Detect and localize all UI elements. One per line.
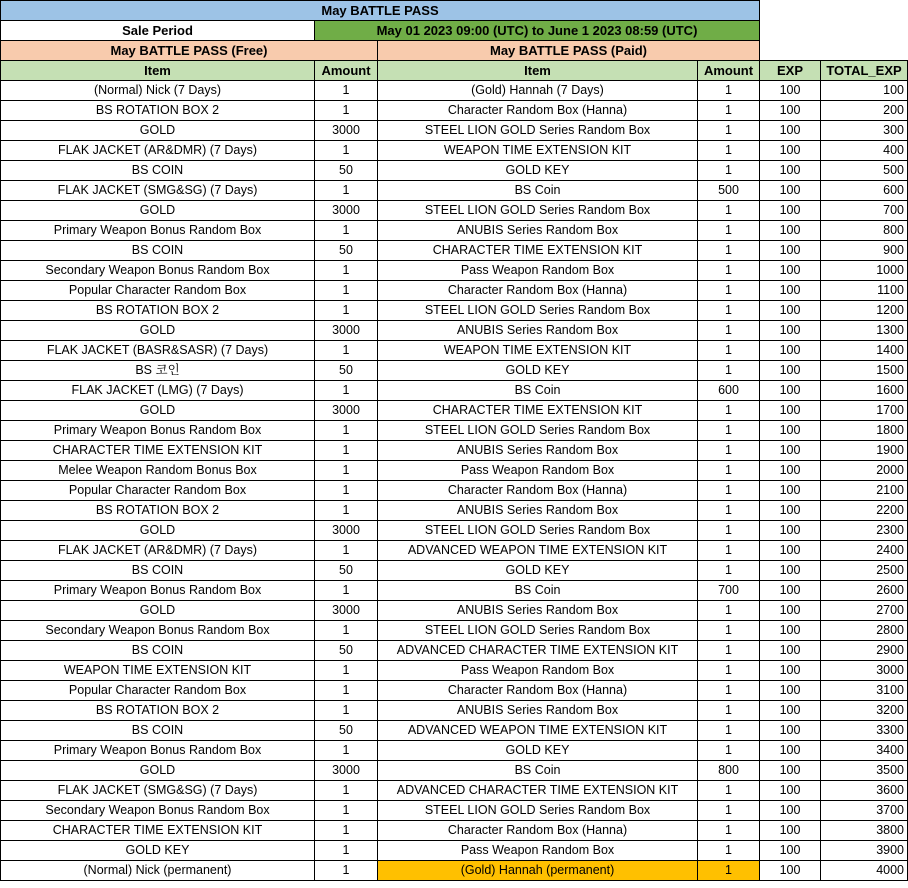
free-item-cell: (Normal) Nick (7 Days) (1, 81, 315, 101)
paid-item-cell: Character Random Box (Hanna) (378, 101, 698, 121)
exp-cell: 100 (760, 621, 821, 641)
free-item-cell: GOLD (1, 321, 315, 341)
exp-cell: 100 (760, 441, 821, 461)
free-item-cell: GOLD (1, 121, 315, 141)
paid-item-cell: ANUBIS Series Random Box (378, 501, 698, 521)
paid-amount-cell: 700 (698, 581, 760, 601)
exp-cell: 100 (760, 561, 821, 581)
table-row (1, 541, 908, 561)
total-exp-cell: 400 (821, 141, 908, 161)
total-exp-cell: 900 (821, 241, 908, 261)
paid-amount-cell: 1 (698, 741, 760, 761)
total-exp-cell: 1400 (821, 341, 908, 361)
paid-amount-cell: 1 (698, 821, 760, 841)
free-item-cell: Popular Character Random Box (1, 481, 315, 501)
paid-item-cell: GOLD KEY (378, 361, 698, 381)
exp-cell: 100 (760, 601, 821, 621)
total-exp-cell: 2100 (821, 481, 908, 501)
exp-cell: 100 (760, 401, 821, 421)
table-row (1, 121, 908, 141)
free-amount-cell: 1 (315, 701, 378, 721)
paid-item-cell: STEEL LION GOLD Series Random Box (378, 201, 698, 221)
total-exp-cell: 3200 (821, 701, 908, 721)
col-header-exp: EXP (760, 61, 821, 81)
paid-amount-cell: 1 (698, 101, 760, 121)
paid-amount-cell: 1 (698, 241, 760, 261)
total-exp-cell: 500 (821, 161, 908, 181)
paid-amount-cell: 1 (698, 201, 760, 221)
table-row (1, 521, 908, 541)
paid-item-cell: STEEL LION GOLD Series Random Box (378, 421, 698, 441)
total-exp-cell: 3900 (821, 841, 908, 861)
total-exp-cell: 1500 (821, 361, 908, 381)
free-item-cell: GOLD (1, 601, 315, 621)
free-item-cell: FLAK JACKET (AR&DMR) (7 Days) (1, 541, 315, 561)
exp-cell: 100 (760, 241, 821, 261)
free-item-cell: GOLD KEY (1, 841, 315, 861)
paid-amount-cell: 1 (698, 161, 760, 181)
paid-item-cell: STEEL LION GOLD Series Random Box (378, 801, 698, 821)
free-item-cell: FLAK JACKET (BASR&SASR) (7 Days) (1, 341, 315, 361)
free-item-cell: GOLD (1, 201, 315, 221)
free-item-cell: BS 코인 (1, 361, 315, 381)
free-item-cell: Secondary Weapon Bonus Random Box (1, 261, 315, 281)
table-row (1, 101, 908, 121)
free-item-cell: Primary Weapon Bonus Random Box (1, 741, 315, 761)
free-amount-cell: 50 (315, 721, 378, 741)
paid-item-cell: WEAPON TIME EXTENSION KIT (378, 141, 698, 161)
table-row (1, 721, 908, 741)
paid-item-cell: ANUBIS Series Random Box (378, 441, 698, 461)
paid-item-cell: ADVANCED CHARACTER TIME EXTENSION KIT (378, 781, 698, 801)
total-exp-cell: 2200 (821, 501, 908, 521)
col-header-paid-item: Item (378, 61, 698, 81)
table-row (1, 221, 908, 241)
total-exp-cell: 2000 (821, 461, 908, 481)
table-row (1, 601, 908, 621)
free-item-cell: GOLD (1, 401, 315, 421)
table-row (1, 281, 908, 301)
total-exp-cell: 3100 (821, 681, 908, 701)
free-amount-cell: 1 (315, 681, 378, 701)
table-row (1, 741, 908, 761)
table-row (1, 821, 908, 841)
free-amount-cell: 3000 (315, 761, 378, 781)
exp-cell: 100 (760, 161, 821, 181)
paid-item-cell: STEEL LION GOLD Series Random Box (378, 621, 698, 641)
paid-item-cell: BS Coin (378, 181, 698, 201)
paid-amount-cell: 1 (698, 601, 760, 621)
free-item-cell: Primary Weapon Bonus Random Box (1, 221, 315, 241)
total-exp-cell: 1100 (821, 281, 908, 301)
col-header-total-exp: TOTAL_EXP (821, 61, 908, 81)
paid-amount-cell: 1 (698, 541, 760, 561)
free-amount-cell: 1 (315, 181, 378, 201)
exp-cell: 100 (760, 661, 821, 681)
paid-item-cell: Pass Weapon Random Box (378, 841, 698, 861)
free-amount-cell: 3000 (315, 401, 378, 421)
exp-cell: 100 (760, 841, 821, 861)
free-item-cell: GOLD (1, 761, 315, 781)
free-item-cell: FLAK JACKET (AR&DMR) (7 Days) (1, 141, 315, 161)
exp-cell: 100 (760, 821, 821, 841)
free-amount-cell: 1 (315, 101, 378, 121)
paid-item-cell: ADVANCED WEAPON TIME EXTENSION KIT (378, 721, 698, 741)
free-item-cell: BS COIN (1, 561, 315, 581)
blank-cell (760, 21, 908, 41)
total-exp-cell: 1200 (821, 301, 908, 321)
paid-item-cell: ANUBIS Series Random Box (378, 601, 698, 621)
col-header-free-item: Item (1, 61, 315, 81)
total-exp-cell: 800 (821, 221, 908, 241)
exp-cell: 100 (760, 641, 821, 661)
free-item-cell: Primary Weapon Bonus Random Box (1, 581, 315, 601)
paid-amount-cell: 1 (698, 801, 760, 821)
total-exp-cell: 600 (821, 181, 908, 201)
free-item-cell: BS COIN (1, 241, 315, 261)
free-item-cell: BS ROTATION BOX 2 (1, 301, 315, 321)
exp-cell: 100 (760, 381, 821, 401)
total-exp-cell: 2900 (821, 641, 908, 661)
paid-amount-cell: 1 (698, 361, 760, 381)
exp-cell: 100 (760, 261, 821, 281)
free-item-cell: CHARACTER TIME EXTENSION KIT (1, 821, 315, 841)
paid-item-cell: (Gold) Hannah (permanent) (378, 861, 698, 881)
page-title: May BATTLE PASS (1, 1, 760, 21)
free-amount-cell: 50 (315, 161, 378, 181)
paid-amount-cell: 1 (698, 441, 760, 461)
blank-cell (760, 41, 908, 61)
free-amount-cell: 1 (315, 81, 378, 101)
free-item-cell: BS COIN (1, 161, 315, 181)
exp-cell: 100 (760, 681, 821, 701)
paid-amount-cell: 1 (698, 121, 760, 141)
free-amount-cell: 1 (315, 381, 378, 401)
total-exp-cell: 2600 (821, 581, 908, 601)
free-amount-cell: 1 (315, 821, 378, 841)
free-item-cell: BS COIN (1, 721, 315, 741)
paid-item-cell: Pass Weapon Random Box (378, 261, 698, 281)
sale-period-label: Sale Period (1, 21, 315, 41)
paid-amount-cell: 500 (698, 181, 760, 201)
total-exp-cell: 3000 (821, 661, 908, 681)
col-header-free-amount: Amount (315, 61, 378, 81)
exp-cell: 100 (760, 101, 821, 121)
table-row (1, 181, 908, 201)
paid-item-cell: (Gold) Hannah (7 Days) (378, 81, 698, 101)
paid-section-header: May BATTLE PASS (Paid) (378, 41, 760, 61)
paid-amount-cell: 600 (698, 381, 760, 401)
table-row (1, 841, 908, 861)
table-row (1, 81, 908, 101)
table-row (1, 761, 908, 781)
paid-amount-cell: 1 (698, 141, 760, 161)
exp-cell: 100 (760, 221, 821, 241)
exp-cell: 100 (760, 801, 821, 821)
exp-cell: 100 (760, 361, 821, 381)
paid-amount-cell: 1 (698, 721, 760, 741)
table-row (1, 481, 908, 501)
free-amount-cell: 1 (315, 281, 378, 301)
total-exp-cell: 3500 (821, 761, 908, 781)
exp-cell: 100 (760, 461, 821, 481)
total-exp-cell: 2400 (821, 541, 908, 561)
col-header-paid-amount: Amount (698, 61, 760, 81)
paid-item-cell: CHARACTER TIME EXTENSION KIT (378, 401, 698, 421)
free-amount-cell: 3000 (315, 521, 378, 541)
paid-amount-cell: 1 (698, 281, 760, 301)
free-amount-cell: 50 (315, 361, 378, 381)
free-amount-cell: 1 (315, 441, 378, 461)
paid-amount-cell: 1 (698, 401, 760, 421)
free-item-cell: BS ROTATION BOX 2 (1, 101, 315, 121)
paid-item-cell: ADVANCED CHARACTER TIME EXTENSION KIT (378, 641, 698, 661)
paid-amount-cell: 1 (698, 221, 760, 241)
free-item-cell: Secondary Weapon Bonus Random Box (1, 621, 315, 641)
free-item-cell: BS ROTATION BOX 2 (1, 501, 315, 521)
paid-amount-cell: 1 (698, 701, 760, 721)
paid-amount-cell: 1 (698, 521, 760, 541)
exp-cell: 100 (760, 861, 821, 881)
total-exp-cell: 1300 (821, 321, 908, 341)
paid-item-cell: Character Random Box (Hanna) (378, 821, 698, 841)
free-amount-cell: 3000 (315, 201, 378, 221)
total-exp-cell: 2800 (821, 621, 908, 641)
free-amount-cell: 1 (315, 501, 378, 521)
paid-amount-cell: 1 (698, 261, 760, 281)
table-row (1, 781, 908, 801)
table-row (1, 301, 908, 321)
exp-cell: 100 (760, 421, 821, 441)
table-row (1, 421, 908, 441)
paid-amount-cell: 1 (698, 841, 760, 861)
total-exp-cell: 3800 (821, 821, 908, 841)
free-item-cell: Primary Weapon Bonus Random Box (1, 421, 315, 441)
free-item-cell: WEAPON TIME EXTENSION KIT (1, 661, 315, 681)
free-amount-cell: 1 (315, 741, 378, 761)
table-row (1, 681, 908, 701)
free-amount-cell: 1 (315, 221, 378, 241)
free-section-header: May BATTLE PASS (Free) (1, 41, 378, 61)
paid-item-cell: GOLD KEY (378, 561, 698, 581)
total-exp-cell: 700 (821, 201, 908, 221)
table-row (1, 441, 908, 461)
free-item-cell: BS ROTATION BOX 2 (1, 701, 315, 721)
free-amount-cell: 50 (315, 561, 378, 581)
exp-cell: 100 (760, 501, 821, 521)
table-row (1, 321, 908, 341)
total-exp-cell: 300 (821, 121, 908, 141)
total-exp-cell: 3400 (821, 741, 908, 761)
paid-amount-cell: 1 (698, 641, 760, 661)
paid-item-cell: Character Random Box (Hanna) (378, 481, 698, 501)
free-item-cell: GOLD (1, 521, 315, 541)
exp-cell: 100 (760, 121, 821, 141)
table-row (1, 801, 908, 821)
free-item-cell: Secondary Weapon Bonus Random Box (1, 801, 315, 821)
table-row (1, 501, 908, 521)
free-amount-cell: 1 (315, 841, 378, 861)
total-exp-cell: 3300 (821, 721, 908, 741)
paid-amount-cell: 1 (698, 501, 760, 521)
table-row (1, 361, 908, 381)
total-exp-cell: 2700 (821, 601, 908, 621)
total-exp-cell: 1700 (821, 401, 908, 421)
paid-item-cell: Character Random Box (Hanna) (378, 281, 698, 301)
free-amount-cell: 1 (315, 481, 378, 501)
paid-item-cell: BS Coin (378, 381, 698, 401)
total-exp-cell: 3700 (821, 801, 908, 821)
paid-item-cell: BS Coin (378, 581, 698, 601)
paid-item-cell: Character Random Box (Hanna) (378, 681, 698, 701)
paid-amount-cell: 800 (698, 761, 760, 781)
table-row (1, 341, 908, 361)
total-exp-cell: 3600 (821, 781, 908, 801)
exp-cell: 100 (760, 321, 821, 341)
paid-amount-cell: 1 (698, 301, 760, 321)
table-row (1, 401, 908, 421)
paid-item-cell: ANUBIS Series Random Box (378, 221, 698, 241)
total-exp-cell: 2500 (821, 561, 908, 581)
table-row (1, 381, 908, 401)
total-exp-cell: 4000 (821, 861, 908, 881)
table-row (1, 661, 908, 681)
paid-item-cell: CHARACTER TIME EXTENSION KIT (378, 241, 698, 261)
free-amount-cell: 1 (315, 261, 378, 281)
paid-amount-cell: 1 (698, 781, 760, 801)
exp-cell: 100 (760, 541, 821, 561)
free-item-cell: CHARACTER TIME EXTENSION KIT (1, 441, 315, 461)
total-exp-cell: 1900 (821, 441, 908, 461)
total-exp-cell: 2300 (821, 521, 908, 541)
table-row (1, 161, 908, 181)
exp-cell: 100 (760, 201, 821, 221)
exp-cell: 100 (760, 181, 821, 201)
paid-amount-cell: 1 (698, 861, 760, 881)
free-amount-cell: 1 (315, 141, 378, 161)
paid-item-cell: ADVANCED WEAPON TIME EXTENSION KIT (378, 541, 698, 561)
free-item-cell: BS COIN (1, 641, 315, 661)
free-item-cell: FLAK JACKET (SMG&SG) (7 Days) (1, 181, 315, 201)
free-amount-cell: 1 (315, 801, 378, 821)
table-row (1, 201, 908, 221)
exp-cell: 100 (760, 781, 821, 801)
free-amount-cell: 1 (315, 781, 378, 801)
free-item-cell: Popular Character Random Box (1, 681, 315, 701)
exp-cell: 100 (760, 281, 821, 301)
exp-cell: 100 (760, 81, 821, 101)
table-row (1, 141, 908, 161)
paid-amount-cell: 1 (698, 561, 760, 581)
table-row (1, 581, 908, 601)
paid-amount-cell: 1 (698, 341, 760, 361)
free-amount-cell: 50 (315, 641, 378, 661)
free-amount-cell: 1 (315, 581, 378, 601)
table-row (1, 641, 908, 661)
table-row (1, 241, 908, 261)
free-amount-cell: 3000 (315, 121, 378, 141)
table-row (1, 461, 908, 481)
table-row (1, 561, 908, 581)
paid-item-cell: GOLD KEY (378, 741, 698, 761)
paid-amount-cell: 1 (698, 661, 760, 681)
free-amount-cell: 1 (315, 661, 378, 681)
paid-amount-cell: 1 (698, 321, 760, 341)
paid-amount-cell: 1 (698, 421, 760, 441)
free-amount-cell: 1 (315, 861, 378, 881)
paid-item-cell: Pass Weapon Random Box (378, 461, 698, 481)
exp-cell: 100 (760, 761, 821, 781)
free-amount-cell: 1 (315, 541, 378, 561)
exp-cell: 100 (760, 741, 821, 761)
paid-item-cell: Pass Weapon Random Box (378, 661, 698, 681)
paid-amount-cell: 1 (698, 461, 760, 481)
free-amount-cell: 3000 (315, 601, 378, 621)
paid-item-cell: STEEL LION GOLD Series Random Box (378, 521, 698, 541)
exp-cell: 100 (760, 721, 821, 741)
exp-cell: 100 (760, 481, 821, 501)
paid-item-cell: GOLD KEY (378, 161, 698, 181)
paid-item-cell: WEAPON TIME EXTENSION KIT (378, 341, 698, 361)
paid-item-cell: STEEL LION GOLD Series Random Box (378, 121, 698, 141)
total-exp-cell: 200 (821, 101, 908, 121)
free-item-cell: Melee Weapon Random Bonus Box (1, 461, 315, 481)
free-amount-cell: 1 (315, 341, 378, 361)
table-row (1, 621, 908, 641)
paid-item-cell: ANUBIS Series Random Box (378, 701, 698, 721)
exp-cell: 100 (760, 581, 821, 601)
free-item-cell: Popular Character Random Box (1, 281, 315, 301)
free-item-cell: (Normal) Nick (permanent) (1, 861, 315, 881)
table-row (1, 701, 908, 721)
total-exp-cell: 1000 (821, 261, 908, 281)
free-amount-cell: 1 (315, 461, 378, 481)
free-amount-cell: 1 (315, 421, 378, 441)
exp-cell: 100 (760, 521, 821, 541)
blank-cell (760, 1, 908, 21)
sale-period-value: May 01 2023 09:00 (UTC) to June 1 2023 08:59 (UTC) (315, 21, 760, 41)
exp-cell: 100 (760, 141, 821, 161)
free-amount-cell: 50 (315, 241, 378, 261)
total-exp-cell: 1800 (821, 421, 908, 441)
paid-amount-cell: 1 (698, 481, 760, 501)
free-item-cell: FLAK JACKET (SMG&SG) (7 Days) (1, 781, 315, 801)
exp-cell: 100 (760, 341, 821, 361)
free-amount-cell: 1 (315, 621, 378, 641)
paid-item-cell: BS Coin (378, 761, 698, 781)
total-exp-cell: 1600 (821, 381, 908, 401)
table-row (1, 261, 908, 281)
paid-amount-cell: 1 (698, 681, 760, 701)
paid-amount-cell: 1 (698, 621, 760, 641)
free-amount-cell: 1 (315, 301, 378, 321)
exp-cell: 100 (760, 701, 821, 721)
free-amount-cell: 3000 (315, 321, 378, 341)
table-row (1, 861, 908, 881)
paid-item-cell: STEEL LION GOLD Series Random Box (378, 301, 698, 321)
total-exp-cell: 100 (821, 81, 908, 101)
exp-cell: 100 (760, 301, 821, 321)
free-item-cell: FLAK JACKET (LMG) (7 Days) (1, 381, 315, 401)
paid-amount-cell: 1 (698, 81, 760, 101)
paid-item-cell: ANUBIS Series Random Box (378, 321, 698, 341)
